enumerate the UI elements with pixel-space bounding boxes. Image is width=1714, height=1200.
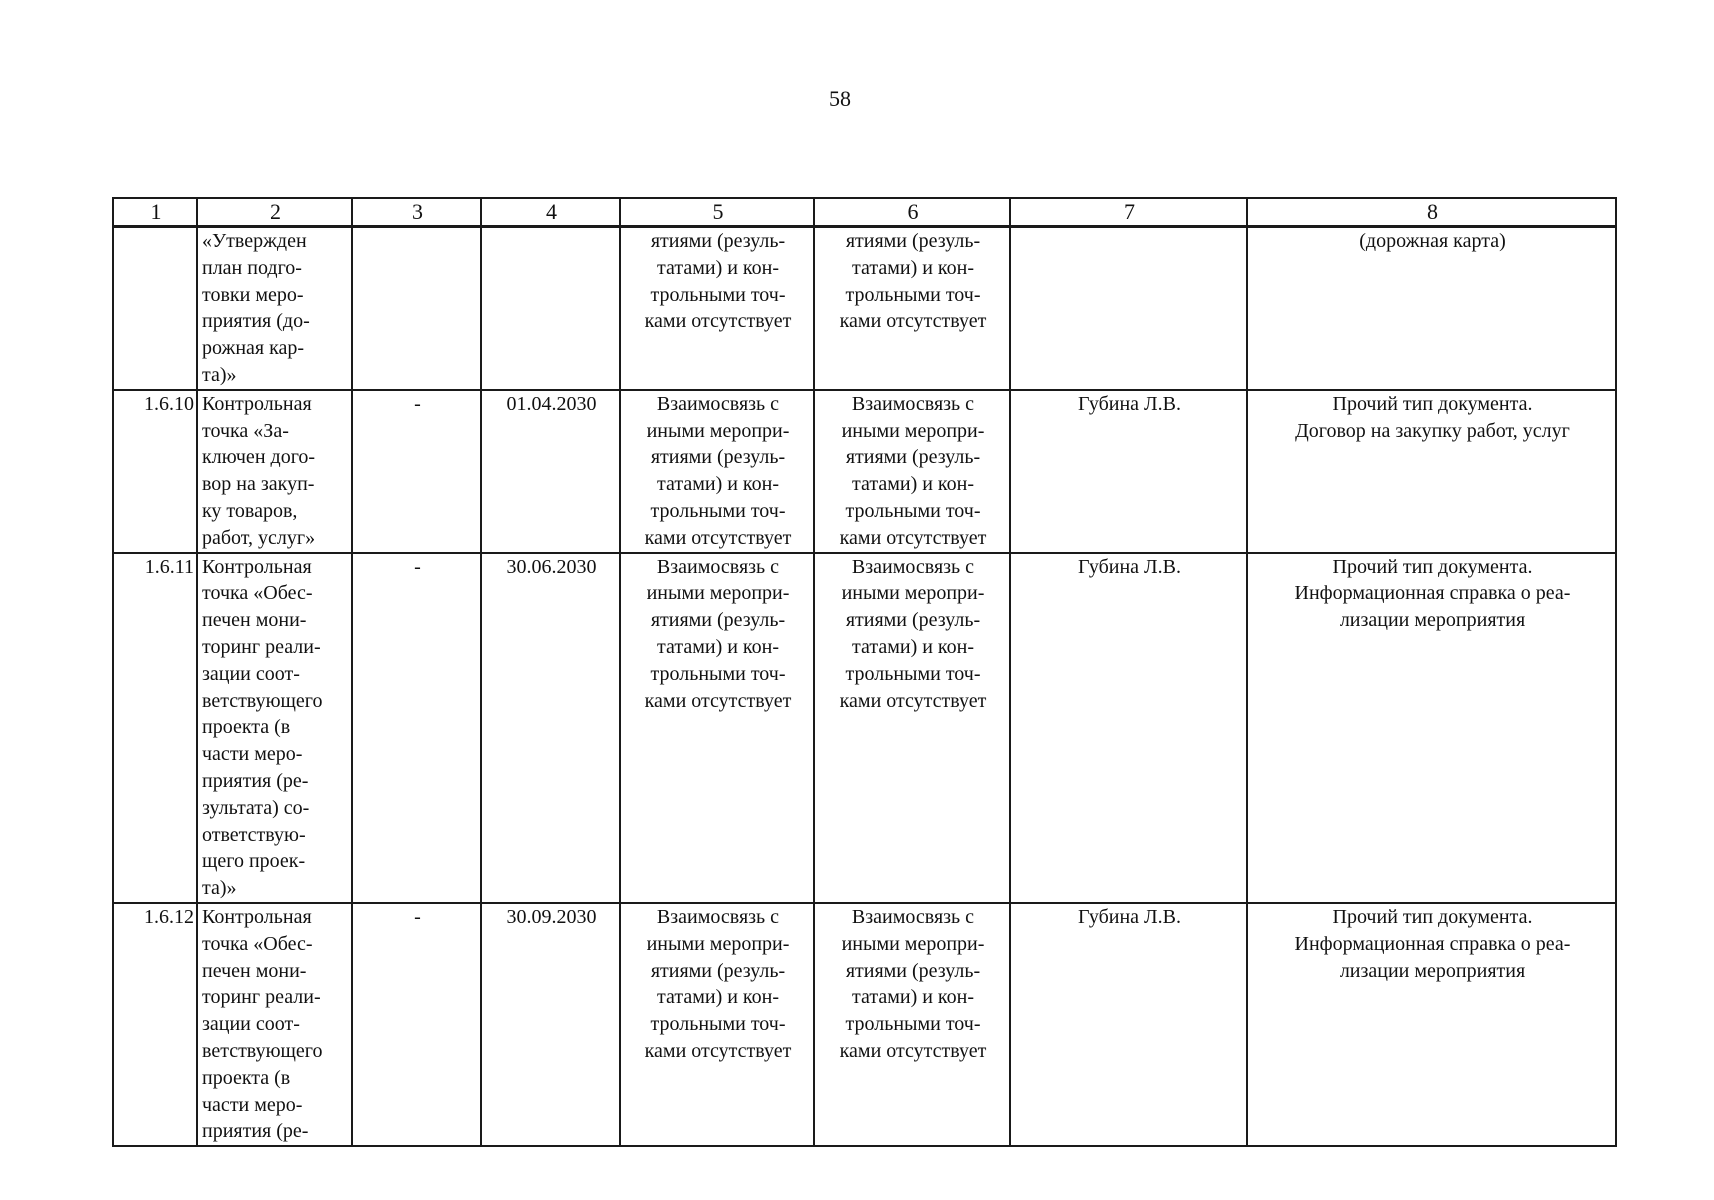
column-number-cell: 4	[481, 198, 620, 227]
relation-cell-line: ками отсутствует	[644, 310, 792, 333]
event-name-cell-line: приятия (до-	[202, 310, 310, 333]
event-name-cell-line: Контрольная	[202, 555, 312, 578]
date-cell	[481, 227, 620, 390]
date-cell: 30.09.2030	[481, 903, 620, 1146]
column-number-cell: 7	[1010, 198, 1247, 227]
relation-cell-line: ятиями (резуль-	[845, 446, 981, 469]
relation-cell-line: ятиями (резуль-	[845, 230, 981, 252]
relation-cell-line: татами) и кон-	[657, 473, 779, 496]
relation-cell-line: трольными точ-	[845, 1013, 981, 1036]
event-name-cell-line: печен мони-	[202, 609, 307, 632]
table-row	[113, 903, 1616, 1146]
event-name-cell-line: торинг реали-	[202, 986, 321, 1009]
event-name-cell-line: торинг реали-	[202, 635, 321, 658]
relation-cell-line: Взаимосвязь с	[851, 905, 975, 928]
event-name-cell-line: та)»	[202, 363, 237, 386]
date-cell: 01.04.2030	[481, 390, 620, 553]
event-name-cell-line: Контрольная	[202, 905, 312, 928]
document-cell-line: Информационная справка о реа-	[1294, 932, 1571, 955]
event-name-cell-line: рожная кар-	[202, 337, 305, 360]
relation-cell-line: иными меропри-	[646, 932, 790, 955]
document-cell-line: (дорожная карта)	[1359, 230, 1506, 252]
relation-cell-line: татами) и кон-	[657, 635, 779, 658]
event-name-cell-line: проекта (в	[202, 716, 291, 739]
column-3-cell	[352, 227, 481, 390]
relation-cell-line: трольными точ-	[650, 499, 786, 522]
plan-table	[112, 197, 1617, 1147]
relation-cell-line: иными меропри-	[646, 582, 790, 605]
event-name-cell-line: товки меро-	[202, 283, 304, 306]
column-number-cell: 5	[620, 198, 814, 227]
relation-cell-line: ятиями (резуль-	[845, 959, 981, 982]
relation-cell-line: ками отсутствует	[839, 689, 987, 712]
relation-cell-line: ятиями (резуль-	[650, 609, 786, 632]
relation-cell	[814, 227, 1010, 390]
relation-cell-line: Взаимосвязь с	[851, 555, 975, 578]
relation-cell-line: трольными точ-	[845, 499, 981, 522]
relation-cell-line: татами) и кон-	[852, 986, 974, 1009]
event-name-cell-line: вор на закуп-	[202, 473, 315, 496]
relation-cell-line: ками отсутствует	[644, 526, 792, 549]
document-cell-line: Прочий тип документа.	[1332, 392, 1533, 415]
relation-cell-line: иными меропри-	[841, 582, 985, 605]
relation-cell-line: трольными точ-	[845, 283, 981, 306]
relation-cell-line: татами) и кон-	[657, 256, 779, 279]
table-row	[113, 227, 1616, 390]
event-name-cell-line: точка «Обес-	[202, 932, 313, 955]
relation-cell-line: Взаимосвязь с	[656, 392, 780, 415]
event-name-cell	[197, 903, 352, 1146]
relation-cell-line: трольными точ-	[650, 1013, 786, 1036]
document-cell-line: Прочий тип документа.	[1332, 905, 1533, 928]
relation-cell-line: Взаимосвязь с	[851, 392, 975, 415]
document-cell-line: Информационная справка о реа-	[1294, 582, 1571, 605]
event-name-cell-line: Контрольная	[202, 392, 312, 415]
document-cell-line: Договор на закупку работ, услуг	[1295, 419, 1570, 442]
row-number-cell: 1.6.10	[113, 390, 197, 553]
relation-cell-line: трольными точ-	[650, 283, 786, 306]
responsible-cell: Губина Л.В.	[1010, 390, 1247, 553]
event-name-cell-line: ветствующего	[202, 1039, 323, 1062]
column-number-cell: 2	[197, 198, 352, 227]
relation-cell-line: ками отсутствует	[839, 1039, 987, 1062]
relation-cell-line: трольными точ-	[650, 662, 786, 685]
relation-cell-line: ятиями (резуль-	[845, 609, 981, 632]
event-name-cell-line: точка «За-	[202, 419, 289, 442]
event-name-cell-line: щего проек-	[202, 850, 306, 873]
relation-cell-line: трольными точ-	[845, 662, 981, 685]
event-name-cell-line: проекта (в	[202, 1066, 291, 1089]
relation-cell	[620, 227, 814, 390]
relation-cell-line: ятиями (резуль-	[650, 446, 786, 469]
column-number-cell: 3	[352, 198, 481, 227]
event-name-cell-line: работ, услуг»	[202, 526, 316, 549]
relation-cell-line: иными меропри-	[646, 419, 790, 442]
event-name-cell-line: части меро-	[202, 1093, 303, 1116]
relation-cell-line: иными меропри-	[841, 932, 985, 955]
document-cell	[1247, 903, 1616, 1146]
relation-cell-line: ками отсутствует	[644, 1039, 792, 1062]
row-number-cell: 1.6.12	[113, 903, 197, 1146]
event-name-cell-line: печен мони-	[202, 959, 307, 982]
event-name-cell-line: ветствующего	[202, 689, 323, 712]
responsible-cell: Губина Л.В.	[1010, 903, 1247, 1146]
column-3-cell: -	[352, 553, 481, 903]
relation-cell-line: татами) и кон-	[852, 635, 974, 658]
relation-cell-line: ками отсутствует	[839, 526, 987, 549]
event-name-cell-line: приятия (ре-	[202, 769, 309, 792]
relation-cell	[814, 553, 1010, 903]
relation-cell-line: татами) и кон-	[852, 473, 974, 496]
document-cell-line: Прочий тип документа.	[1332, 555, 1533, 578]
event-name-cell	[197, 553, 352, 903]
relation-cell-line: иными меропри-	[841, 419, 985, 442]
event-name-cell	[197, 227, 352, 390]
relation-cell-line: Взаимосвязь с	[656, 905, 780, 928]
relation-cell-line: ками отсутствует	[644, 689, 792, 712]
relation-cell	[620, 553, 814, 903]
table-row	[113, 390, 1616, 553]
relation-cell	[814, 903, 1010, 1146]
row-number-cell	[113, 227, 197, 390]
relation-cell	[620, 390, 814, 553]
relation-cell-line: ками отсутствует	[839, 310, 987, 333]
relation-cell-line: Взаимосвязь с	[656, 555, 780, 578]
column-number-cell: 1	[113, 198, 197, 227]
event-name-cell-line: ответствую-	[202, 823, 306, 846]
column-number-cell: 8	[1247, 198, 1616, 227]
event-name-cell-line: ключен дого-	[202, 446, 316, 469]
event-name-cell-line: точка «Обес-	[202, 582, 313, 605]
row-number-cell: 1.6.11	[113, 553, 197, 903]
event-name-cell-line: «Утвержден	[202, 230, 307, 252]
column-number-row	[113, 198, 1616, 227]
date-cell: 30.06.2030	[481, 553, 620, 903]
table-body	[113, 198, 1616, 1146]
table-row	[113, 553, 1616, 903]
page-number: 58	[829, 86, 851, 111]
column-3-cell: -	[352, 903, 481, 1146]
document-cell-line: лизации мероприятия	[1339, 609, 1526, 632]
event-name-cell-line: части меро-	[202, 743, 303, 766]
document-cell	[1247, 227, 1616, 390]
event-name-cell-line: зультата) со-	[202, 796, 310, 819]
event-name-cell-line: план подго-	[202, 256, 302, 279]
responsible-cell	[1010, 227, 1247, 390]
event-name-cell	[197, 390, 352, 553]
event-name-cell-line: зации соот-	[202, 662, 300, 685]
relation-cell	[620, 903, 814, 1146]
relation-cell	[814, 390, 1010, 553]
relation-cell-line: татами) и кон-	[657, 986, 779, 1009]
relation-cell-line: ятиями (резуль-	[650, 230, 786, 252]
event-name-cell-line: та)»	[202, 877, 237, 900]
document-cell	[1247, 390, 1616, 553]
document-cell	[1247, 553, 1616, 903]
document-cell-line: лизации мероприятия	[1339, 959, 1526, 982]
column-3-cell: -	[352, 390, 481, 553]
event-name-cell-line: зации соот-	[202, 1013, 300, 1036]
event-name-cell-line: приятия (ре-	[202, 1120, 309, 1143]
column-number-cell: 6	[814, 198, 1010, 227]
responsible-cell: Губина Л.В.	[1010, 553, 1247, 903]
relation-cell-line: татами) и кон-	[852, 256, 974, 279]
relation-cell-line: ятиями (резуль-	[650, 959, 786, 982]
event-name-cell-line: ку товаров,	[202, 499, 298, 522]
